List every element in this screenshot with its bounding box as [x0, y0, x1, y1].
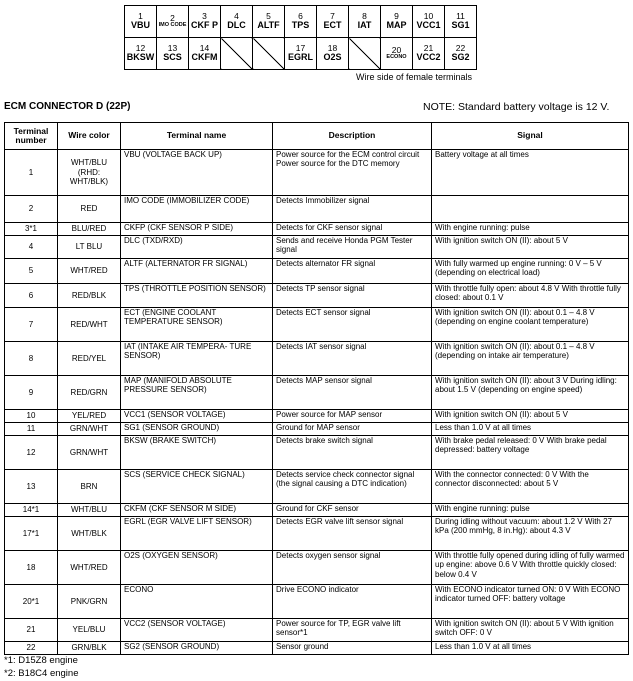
connector-top-row: [125, 6, 477, 38]
wire-color-cell: YEL/BLU: [58, 619, 121, 642]
terminal-name-cell: SCS (SERVICE CHECK SIGNAL): [121, 470, 273, 504]
terminal-number-cell: 3*1: [5, 223, 58, 236]
terminal-name-cell: ALTF (ALTERNATOR FR SIGNAL): [121, 259, 273, 284]
wire-color-cell: GRN/WHT: [58, 436, 121, 470]
connector-cavity: [349, 6, 381, 38]
description-cell: Sensor ground: [273, 642, 432, 655]
cavity-number: 17: [295, 43, 306, 54]
signal-cell: With the connector connected: 0 V With the connector disconnected: about 5 V: [432, 470, 629, 504]
cavity-number: 4: [234, 11, 239, 22]
cavity-signal: CKFM: [191, 52, 218, 63]
cavity-number: 3: [202, 11, 207, 22]
connector-cavity: [221, 6, 253, 38]
terminal-number-cell: 4: [5, 236, 58, 259]
terminal-name-cell: IMO CODE (IMMOBILIZER CODE): [121, 196, 273, 223]
table-row: [5, 410, 629, 423]
battery-note: NOTE: Standard battery voltage is 12 V.: [423, 101, 610, 113]
header-wire-color: Wire color: [58, 123, 121, 150]
connector-cavity: [125, 38, 157, 70]
connector-cavity: [413, 38, 445, 70]
description-cell: Detects for CKF sensor signal: [273, 223, 432, 236]
connector-cavity: [445, 38, 477, 70]
signal-cell: With engine running: pulse: [432, 223, 629, 236]
description-cell: Detects TP sensor signal: [273, 284, 432, 308]
table-row: [5, 376, 629, 410]
signal-cell: With brake pedal released: 0 V With brake pedal depressed: battery voltage: [432, 436, 629, 470]
table-row: [5, 308, 629, 342]
cavity-signal: EGRL: [287, 52, 313, 63]
description-cell: Detects Immobilizer signal: [273, 196, 432, 223]
cavity-signal: TPS: [291, 20, 310, 31]
connector-bottom-row: [125, 38, 477, 70]
terminal-name-cell: CKFM (CKF SENSOR M SIDE): [121, 504, 273, 517]
description-cell: Drive ECONO indicator: [273, 585, 432, 619]
terminal-number-cell: 13: [5, 470, 58, 504]
description-cell: Detects oxygen sensor signal: [273, 551, 432, 585]
table-row: [5, 342, 629, 376]
cavity-signal: VCC1: [416, 20, 441, 31]
signal-cell: With fully warmed up engine running: 0 V – 5 V (depending on electrical load): [432, 259, 629, 284]
wire-color-cell: GRN/WHT: [58, 423, 121, 436]
wire-color-cell: WHT/BLK: [58, 517, 121, 551]
table-row: [5, 551, 629, 585]
wire-color-cell: WHT/RED: [58, 259, 121, 284]
signal-cell: Less than 1.0 V at all times: [432, 423, 629, 436]
cavity-signal: SCS: [163, 52, 182, 63]
cavity-signal: O2S: [323, 52, 342, 63]
wire-color-cell: RED/BLK: [58, 284, 121, 308]
cavity-signal: SG2: [451, 52, 470, 63]
terminal-number-cell: 20*1: [5, 585, 58, 619]
table-row: [5, 436, 629, 470]
table-row: [5, 470, 629, 504]
cavity-number: 12: [135, 43, 146, 54]
header-terminal-number: Terminal number: [5, 123, 58, 150]
connector-cavity: [157, 6, 189, 38]
terminal-name-cell: BKSW (BRAKE SWITCH): [121, 436, 273, 470]
cavity-number: 11: [456, 11, 465, 22]
terminal-number-cell: 1: [5, 150, 58, 196]
terminal-number-cell: 14*1: [5, 504, 58, 517]
terminal-name-cell: VCC2 (SENSOR VOLTAGE): [121, 619, 273, 642]
connector-cavity: [413, 6, 445, 38]
header-signal: Signal: [432, 123, 629, 150]
signal-cell: With throttle fully open: about 4.8 V With throttle fully closed: about 0.1 V: [432, 284, 629, 308]
cavity-number: 13: [167, 43, 178, 54]
cavity-number: 8: [362, 11, 367, 22]
cavity-number: 5: [266, 11, 271, 22]
cavity-signal: ECT: [323, 20, 342, 31]
description-cell: Ground for MAP sensor: [273, 423, 432, 436]
table-row: [5, 259, 629, 284]
terminal-name-cell: DLC (TXD/RXD): [121, 236, 273, 259]
signal-cell: With ignition switch ON (II): about 5 V: [432, 236, 629, 259]
table-row: [5, 196, 629, 223]
signal-cell: Battery voltage at all times: [432, 150, 629, 196]
wire-color-cell: LT BLU: [58, 236, 121, 259]
footnote-2: *2: B18C4 engine: [4, 668, 79, 679]
cavity-signal: DLC: [227, 20, 246, 31]
table-row: [5, 423, 629, 436]
cavity-signal: MAP: [386, 20, 407, 31]
wire-color-cell: RED/WHT: [58, 308, 121, 342]
wire-side-note: Wire side of female terminals: [356, 72, 473, 82]
wire-color-cell: WHT/RED: [58, 551, 121, 585]
terminal-name-cell: TPS (THROTTLE POSITION SENSOR): [121, 284, 273, 308]
connector-empty-cavity: [221, 38, 253, 70]
connector-cavity: [189, 6, 221, 38]
cavity-signal: SG1: [451, 20, 470, 31]
terminal-name-cell: ECT (ENGINE COOLANT TEMPERATURE SENSOR): [121, 308, 273, 342]
connector-cavity: [157, 38, 189, 70]
table-row: [5, 284, 629, 308]
description-cell: Detects EGR valve lift sensor signal: [273, 517, 432, 551]
terminal-name-cell: MAP (MANIFOLD ABSOLUTE PRESSURE SENSOR): [121, 376, 273, 410]
terminal-number-cell: 17*1: [5, 517, 58, 551]
description-cell: Detects alternator FR signal: [273, 259, 432, 284]
signal-cell: With ignition switch ON (II): about 0.1 – 4.8 V (depending on engine coolant temperature): [432, 308, 629, 342]
signal-cell: With throttle fully opened during idling of fully warmed up engine: above 0.6 V With throttle quickly closed: below 0.4 V: [432, 551, 629, 585]
connector-cavity: [381, 38, 413, 70]
cavity-signal: VCC2: [416, 52, 441, 63]
terminal-number-cell: 8: [5, 342, 58, 376]
cavity-number: 14: [199, 43, 210, 54]
table-row: [5, 150, 629, 196]
connector-cavity: [189, 38, 221, 70]
connector-cavity: [381, 6, 413, 38]
signal-cell: During idling without vacuum: about 1.2 V With 27 kPa (200 mmHg, 8 in.Hg): about 4.3 V: [432, 517, 629, 551]
description-cell: Sends and receive Honda PGM Tester signal: [273, 236, 432, 259]
terminal-number-cell: 5: [5, 259, 58, 284]
wire-color-cell: BLU/RED: [58, 223, 121, 236]
table-row: [5, 504, 629, 517]
wire-color-cell: BRN: [58, 470, 121, 504]
cavity-number: 20: [391, 45, 402, 56]
cavity-number: 1: [138, 11, 143, 22]
terminal-number-cell: 11: [5, 423, 58, 436]
terminal-name-cell: VBU (VOLTAGE BACK UP): [121, 150, 273, 196]
terminal-name-cell: IAT (INTAKE AIR TEMPERA- TURE SENSOR): [121, 342, 273, 376]
cavity-number: 7: [330, 11, 335, 22]
wire-color-cell: YEL/RED: [58, 410, 121, 423]
terminal-name-cell: SG1 (SENSOR GROUND): [121, 423, 273, 436]
header-terminal-name: Terminal name: [121, 123, 273, 150]
cavity-signal: ECONO: [386, 54, 407, 61]
connector-cavity: [317, 6, 349, 38]
description-cell: Power source for the ECM control circuit Power source for the DTC memory: [273, 150, 432, 196]
terminal-number-cell: 2: [5, 196, 58, 223]
table-row: [5, 223, 629, 236]
footnote-1: *1: D15Z8 engine: [4, 655, 78, 666]
cavity-number: 22: [455, 43, 466, 54]
wire-color-cell: GRN/BLK: [58, 642, 121, 655]
description-cell: Detects ECT sensor signal: [273, 308, 432, 342]
cavity-number: 21: [423, 43, 434, 54]
table-row: [5, 642, 629, 655]
terminal-name-cell: CKFP (CKF SENSOR P SIDE): [121, 223, 273, 236]
connector-cavity: [285, 38, 317, 70]
cavity-signal: IMO CODE: [158, 22, 187, 29]
terminal-name-cell: SG2 (SENSOR GROUND): [121, 642, 273, 655]
connector-cavity: [253, 6, 285, 38]
terminal-number-cell: 10: [5, 410, 58, 423]
wire-color-cell: WHT/BLU: [58, 504, 121, 517]
table-row: [5, 585, 629, 619]
connector-cavity: [285, 6, 317, 38]
cavity-signal: ALTF: [257, 20, 280, 31]
cavity-signal: CKF P: [191, 20, 218, 31]
signal-cell: With ignition switch ON (II): about 5 V: [432, 410, 629, 423]
signal-cell: With ignition switch ON (II): about 3 V During idling: about 1.5 V (depending on engine speed): [432, 376, 629, 410]
description-cell: Detects IAT sensor signal: [273, 342, 432, 376]
signal-cell: With engine running: pulse: [432, 504, 629, 517]
terminal-number-cell: 9: [5, 376, 58, 410]
connector-cavity: [445, 6, 477, 38]
cavity-number: 9: [394, 11, 399, 22]
terminal-number-cell: 18: [5, 551, 58, 585]
connector-diagram: [124, 5, 477, 70]
cavity-number: 10: [423, 11, 434, 22]
description-cell: Detects service check connector signal (the signal causing a DTC indication): [273, 470, 432, 504]
terminal-number-cell: 6: [5, 284, 58, 308]
signal-cell: With ignition switch ON (II): about 0.1 – 4.8 V (depending on intake air temperature): [432, 342, 629, 376]
terminal-number-cell: 22: [5, 642, 58, 655]
connector-cavity: [125, 6, 157, 38]
terminal-number-cell: 12: [5, 436, 58, 470]
description-cell: Power source for MAP sensor: [273, 410, 432, 423]
signal-cell: [432, 196, 629, 223]
table-row: [5, 236, 629, 259]
signal-cell: With ECONO indicator turned ON: 0 V With ECONO indicator turned OFF: battery voltage: [432, 585, 629, 619]
wire-color-cell: RED/GRN: [58, 376, 121, 410]
cavity-signal: BKSW: [126, 52, 155, 63]
connector-empty-cavity: [253, 38, 285, 70]
terminal-name-cell: O2S (OXYGEN SENSOR): [121, 551, 273, 585]
cavity-number: 2: [170, 13, 175, 24]
signal-cell: With ignition switch ON (II): about 5 V With ignition switch OFF: 0 V: [432, 619, 629, 642]
terminal-table: [4, 122, 629, 655]
cavity-signal: VBU: [130, 20, 150, 31]
description-cell: Ground for CKF sensor: [273, 504, 432, 517]
terminal-name-cell: ECONO: [121, 585, 273, 619]
terminal-name-cell: VCC1 (SENSOR VOLTAGE): [121, 410, 273, 423]
table-row: [5, 517, 629, 551]
wire-color-cell: RED/YEL: [58, 342, 121, 376]
cavity-signal: IAT: [357, 20, 372, 31]
signal-cell: Less than 1.0 V at all times: [432, 642, 629, 655]
wire-color-cell: WHT/BLU (RHD: WHT/BLK): [58, 150, 121, 196]
cavity-number: 18: [327, 43, 338, 54]
terminal-number-cell: 21: [5, 619, 58, 642]
connector-empty-cavity: [349, 38, 381, 70]
description-cell: Power source for TP, EGR valve lift sensor*1: [273, 619, 432, 642]
wire-color-cell: RED: [58, 196, 121, 223]
terminal-name-cell: EGRL (EGR VALVE LIFT SENSOR): [121, 517, 273, 551]
cavity-number: 6: [298, 11, 303, 22]
connector-title: ECM CONNECTOR D (22P): [4, 101, 131, 112]
description-cell: Detects MAP sensor signal: [273, 376, 432, 410]
table-header-row: [5, 123, 629, 150]
header-description: Description: [273, 123, 432, 150]
terminal-number-cell: 7: [5, 308, 58, 342]
table-row: [5, 619, 629, 642]
description-cell: Detects brake switch signal: [273, 436, 432, 470]
connector-cavity: [317, 38, 349, 70]
wire-color-cell: PNK/GRN: [58, 585, 121, 619]
